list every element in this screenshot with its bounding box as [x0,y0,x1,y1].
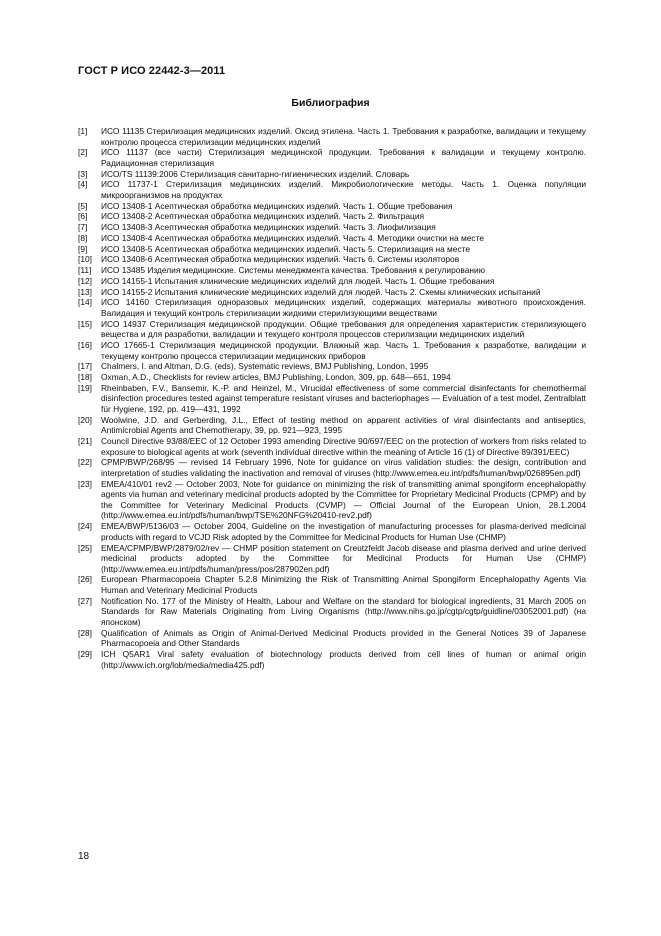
entry-number: [26] [78,574,92,585]
entry-number: [22] [78,457,92,468]
bibliography-entry [78,361,586,372]
entry-text: ИСО 13485 Изделия медицинские. Системы менеджмента качества. Требования к регулированию [101,265,486,276]
bibliography-entry [78,297,586,318]
entry-number: [17] [78,361,92,372]
bibliography-entry [78,436,586,457]
entry-text: ИСО 14155-2 Испытания клинические медицинских изделий для людей. Часть 2. Схемы клинических испытаний [101,286,541,297]
entry-number: [16] [78,339,92,350]
bibliography-entry [78,340,586,361]
entry-number: [8] [78,232,88,243]
bibliography-entry [78,179,586,200]
entry-text: EMEA/CPMP/BWP/2879/02/rev — CHMP position statement on Creutzfeldt Jacob disease and plasma derived and urine derived medicinal products adopted by the Committee for Medicinal Products for Human Use (CHMP) (http://www.emea.eu.int/pdfs/human/press/pos/287902en.pdf) [101,542,586,574]
entry-number: [9] [78,243,88,254]
bibliography-entry [78,574,586,595]
entry-number: [20] [78,414,92,425]
entry-text: Notification No. 177 of the Ministry of Health, Labour and Welfare on the standard for biological ingredients, 31 March 2005 on Standards for Raw Materials Originating from Living Organisms (http://www.nihs.go.jp/cgtp/cgtp/guidline/03052001.pdf) (на японском) [101,595,586,627]
bibliography-entry [78,201,586,212]
entry-text: ИСО 14937 Стерилизация медицинской продукции. Общие требования для определения характеристик стерилизующего вещества и для разработки, валидации и текущего контроля процессов стерилизации медицинских изделий [101,318,586,340]
bibliography-entry [78,628,586,649]
entry-text: European Pharmacopoeia Chapter 5.2.8 Minimizing the Risk of Transmitting Animal Spongiform Encephalopathy Agents Via Human and Veterinary Medicinal Products [101,574,586,596]
entry-text: ИСО 13408-2 Асептическая обработка медицинских изделий. Часть 2. Фильтрация [101,211,425,222]
entry-text: Oxman, A.D., Checklists for review articles, BMJ Publishing, London, 309, pp. 648—651, 1994 [101,372,451,383]
bibliography-entry [78,244,586,255]
bibliography-entry [78,415,586,436]
entry-text: ИСО 11135 Стерилизация медицинских изделий. Оксид этилена. Часть 1. Требования к разработке, валидации и текущему контролю процесса стерилизации медицинских изделий [101,126,586,147]
entry-number: [10] [78,254,92,265]
entry-text: ИСО 13408-4 Асептическая обработка медицинских изделий. Часть 4. Методики очистки на месте [101,232,484,243]
entry-number: [27] [78,595,92,606]
entry-text: ИСО 11737-1 Стерилизация медицинских изделий. Микробиологические методы. Часть 1. Оценка популяции микроорганизмов на продуктах [101,179,586,200]
bibliography-entry [78,222,586,233]
entry-number: [5] [78,200,88,211]
entry-number: [24] [78,521,92,532]
entry-text: ИСО 11137 (все части) Стерилизация медицинской продукции. Требования к валидации и текущему контролю. Радиационная стерилизация [101,147,586,168]
bibliography-entry [78,383,586,415]
entry-number: [4] [78,179,88,190]
bibliography-title: Библиография [291,97,370,109]
bibliography-entry [78,479,586,521]
bibliography-entry [78,211,586,222]
entry-text: ИСО 13408-1 Асептическая обработка медицинских изделий. Часть 1. Общие требования [101,200,453,211]
entry-text: Woolwine, J.D. and Gerberding, J.L., Effect of testing method on apparent activities of viral disinfectants and antiseptics, Antimicrobial Agents and Chemotherapy, 39, pp. 921—923, 1995 [101,414,586,436]
entry-number: [23] [78,478,92,489]
entry-number: [12] [78,275,92,286]
bibliography-entry [78,372,586,383]
entry-number: [11] [78,265,92,276]
bibliography-list [78,126,586,670]
bibliography-entry [78,276,586,287]
bibliography-entry [78,233,586,244]
entry-text: ИСО/TS 11139:2006 Стерилизация санитарно-гигиенических изделий. Словарь [101,168,410,179]
entry-text: EMEA/BWP/5136/03 — October 2004, Guideline on the investigation of manufacturing processes for plasma-derived medicinal products with regard to VCJD Risk adopted by the Committee for Medicinal Products for Human Use (CHMP) [101,521,586,542]
entry-text: ИСО 13408-6 Асептическая обработка медицинских изделий. Часть 6. Системы изоляторов [101,254,460,265]
page-number: 18 [78,851,90,862]
bibliography-entry [78,254,586,265]
entry-text: ICH Q5AR1 Viral safety evaluation of biotechnology products derived from cell lines of human or animal origin (http://www.ich.org/lob/media/media425.pdf) [101,649,586,670]
entry-number: [25] [78,542,92,553]
bibliography-entry [78,596,586,628]
entry-number: [18] [78,372,92,383]
entry-number: [19] [78,382,92,393]
entry-number: [6] [78,211,88,222]
entry-text: ИСО 14155-1 Испытания клинические медицинских изделий для людей. Часть 1. Общие требования [101,275,495,286]
entry-text: CPMP/BWP/268/95 — revised 14 February 1996, Note for guidance on virus validation studies: the design, contribution and interpretation of studies validating the inactivation and removal of viruses (http://www.emea.eu.int/pdfs/human/bwp/026895en.pdf) [101,457,586,478]
entry-number: [14] [78,297,92,308]
entry-text: ИСО 17665-1 Стерилизация медицинской продукции. Влажный жар. Часть 1. Требования к разработке, валидации и текущему контролю процесса стерилизации медицинских приборов [101,339,586,361]
entry-number: [13] [78,286,92,297]
entry-text: Qualification of Animals as Origin of Animal-Derived Medicinal Products provided in the General Notices 39 of Japanese Pharmacopoeia and Other Standards [101,627,586,649]
bibliography-entry [78,147,586,168]
entry-number: [15] [78,318,92,329]
bibliography-entry [78,126,586,147]
entry-number: [28] [78,627,92,638]
bibliography-entry [78,543,586,575]
entry-text: Council Directive 93/88/EEC of 12 October 1993 amending Directive 90/697/EEC on the protection of workers from risks related to exposure to biological agents at work (seventh individual directive within the meaning of Article 16 (1) of Directive 89/391/EEC) [101,436,586,457]
entry-text: EMEA/410/01 rev2 — October 2003, Note for guidance on minimizing the risk of transmitting animal spongiform encephalopathy agents via human and veterinary medicinal products adopted by the Committee for Proprietary Medicinal Products (CPMP) and by the Committee for Veterinary Medicinal Products (CVMP) — Official Journal of the European Union, 28.1.2004 (http://www.emea.eu.int/pdfs/human/bwp/TSE%20NFG%20410-rev2.pdf) [101,478,586,521]
bibliography-entry [78,169,586,180]
bibliography-entry [78,265,586,276]
entry-number: [3] [78,168,88,179]
entry-number: [1] [78,126,88,136]
entry-number: [29] [78,649,92,660]
entry-text: ИСО 13408-5 Асептическая обработка медицинских изделий. Часть 5. Стерилизация на месте [101,243,471,254]
entry-text: ИСО 14160 Стерилизация одноразовых медицинских изделий, содержащих материалы животного происхождения. Валидация и текущий контроль стерилизации жидкими стерилизующими веществами [101,297,586,318]
document-header: ГОСТ Р ИСО 22442-3—2011 [78,65,226,77]
bibliography-entry [78,457,586,478]
entry-text: Rheinbaben, F.V., Bansemir, K.-P. and Heinzel, M., Virucidal effectiveness of some commercial disinfectants for chemothermal disinfection procedures tested against temperature resistant viruses and bacteriophages — Evaluation of a test model, Zentralblatt für Hygiene, 192, pp. 419—431, 1992 [101,382,586,414]
bibliography-entry [78,521,586,542]
bibliography-entry [78,287,586,298]
entry-text: ИСО 13408-3 Асептическая обработка медицинских изделий. Часть 3. Лиофилизация [101,222,436,233]
bibliography-entry [78,319,586,340]
entry-number: [21] [78,436,92,447]
entry-number: [7] [78,222,88,233]
entry-text: Chalmers, I. and Altman, D.G. (eds), Systematic reviews, BMJ Publishing, London, 1995 [101,361,429,372]
entry-number: [2] [78,147,88,158]
bibliography-entry [78,649,586,670]
